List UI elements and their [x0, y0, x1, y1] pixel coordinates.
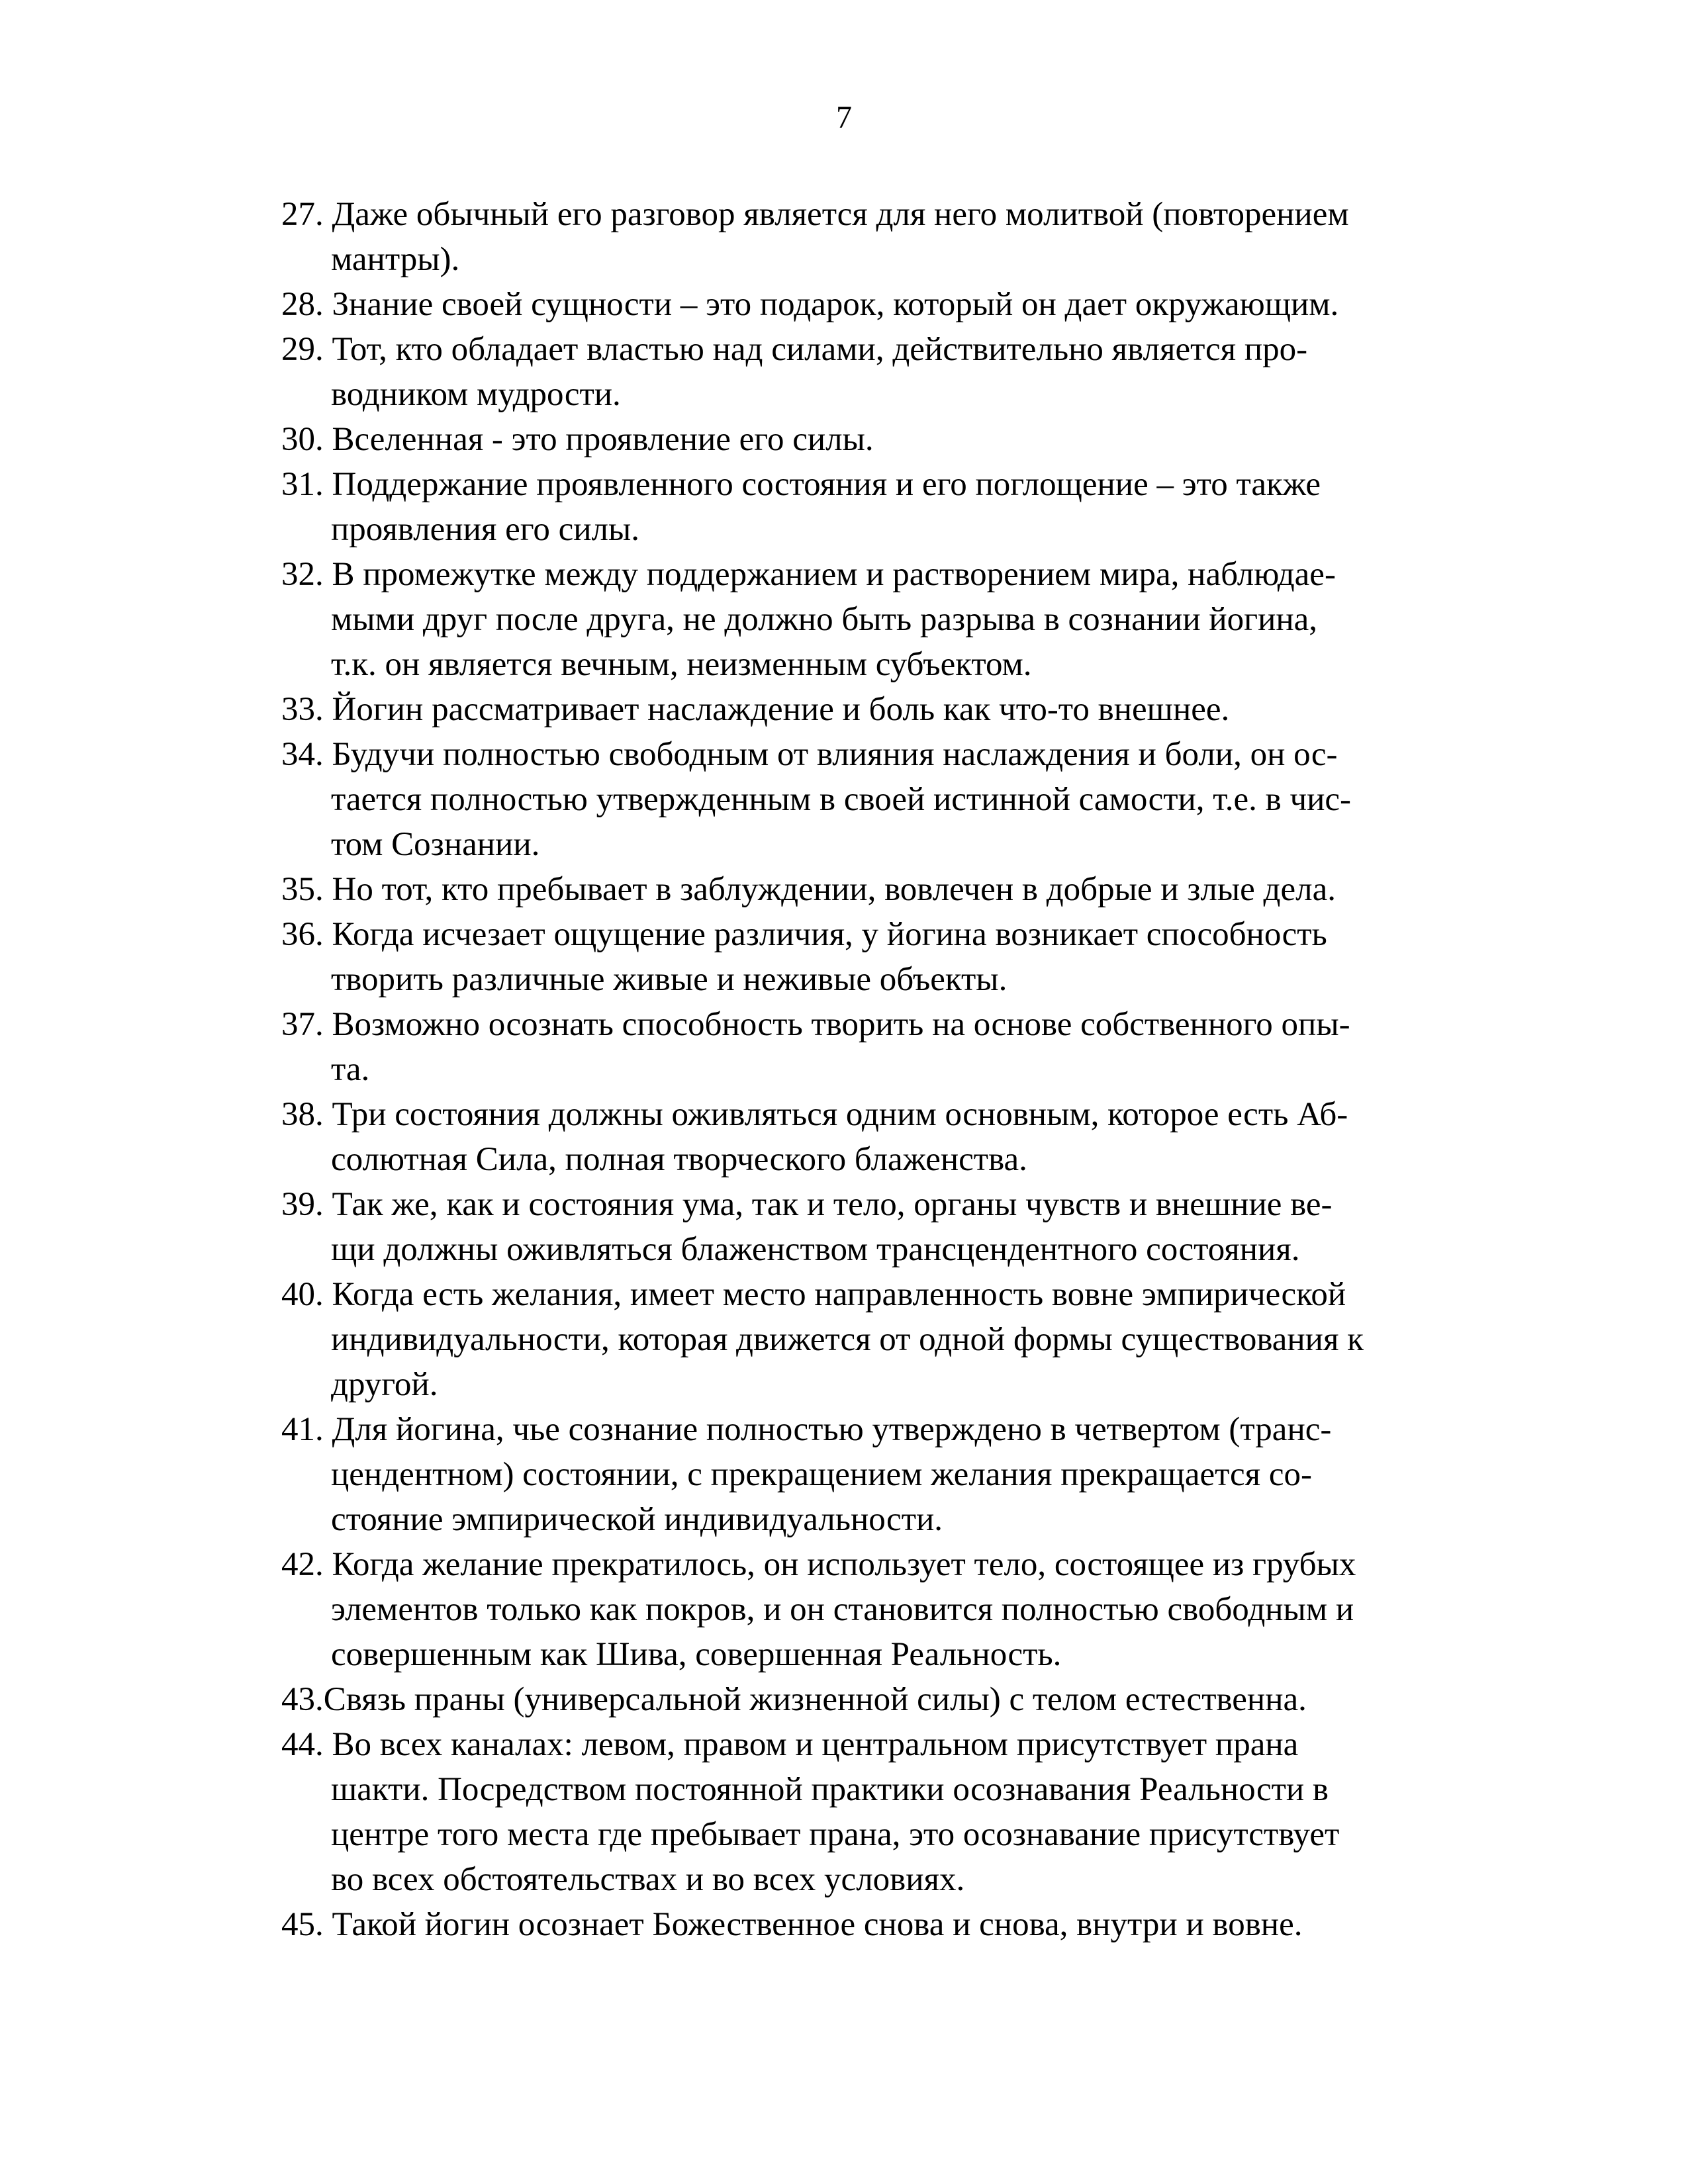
aphorism-40-cont: другой.: [331, 1366, 438, 1403]
aphorism-42: 42. Когда желание прекратилось, он использует тело, состоящее из грубых: [281, 1546, 1356, 1583]
aphorism-44-cont: центре того места где пребывает прана, это осознавание присутствует: [331, 1816, 1340, 1853]
aphorism-41-cont: цендентном) состоянии, с прекращением желания прекращается со-: [331, 1456, 1312, 1493]
aphorism-41: 41. Для йогина, чье сознание полностью утверждено в четвертом (транс-: [281, 1411, 1332, 1448]
aphorism-44-cont: во всех обстоятельствах и во всех условиях.: [331, 1861, 965, 1898]
aphorism-35: 35. Но тот, кто пребывает в заблуждении, вовлечен в добрые и злые дела.: [281, 871, 1336, 908]
aphorism-39-cont: щи должны оживляться блаженством трансцендентного состояния.: [331, 1231, 1300, 1268]
aphorism-29-cont: водником мудрости.: [331, 376, 621, 413]
aphorism-31-cont: проявления его силы.: [331, 511, 639, 548]
aphorism-43: 43.Связь праны (универсальной жизненной силы) с телом естественна.: [281, 1681, 1307, 1718]
aphorism-32-cont: т.к. он является вечным, неизменным субъектом.: [331, 646, 1032, 683]
page-number: 7: [836, 100, 852, 135]
aphorism-40-cont: индивидуальности, которая движется от одной формы существования к: [331, 1321, 1364, 1358]
aphorism-41-cont: стояние эмпирической индивидуальности.: [331, 1501, 943, 1538]
aphorism-44-cont: шакти. Посредством постоянной практики осознавания Реальности в: [331, 1771, 1329, 1808]
aphorism-34-cont: том Сознании.: [331, 826, 540, 863]
aphorism-34: 34. Будучи полностью свободным от влияния наслаждения и боли, он ос-: [281, 736, 1338, 773]
aphorism-32-cont: мыми друг после друга, не должно быть разрыва в сознании йогина,: [331, 601, 1318, 638]
aphorism-27: 27. Даже обычный его разговор является для него молитвой (повторением: [281, 196, 1349, 233]
aphorism-28: 28. Знание своей сущности – это подарок, который он дает окружающим.: [281, 286, 1339, 323]
aphorism-39: 39. Так же, как и состояния ума, так и тело, органы чувств и внешние ве-: [281, 1186, 1333, 1223]
aphorism-38-cont: солютная Сила, полная творческого блаженства.: [331, 1141, 1027, 1178]
aphorism-36-cont: творить различные живые и неживые объекты.: [331, 961, 1008, 998]
aphorism-33: 33. Йогин рассматривает наслаждение и боль как что-то внешнее.: [281, 691, 1230, 728]
aphorism-30: 30. Вселенная - это проявление его силы.: [281, 421, 874, 458]
aphorism-45: 45. Такой йогин осознает Божественное снова и снова, внутри и вовне.: [281, 1906, 1303, 1943]
aphorism-42-cont: совершенным как Шива, совершенная Реальность.: [331, 1636, 1062, 1673]
aphorism-40: 40. Когда есть желания, имеет место направленность вовне эмпирической: [281, 1276, 1346, 1313]
aphorism-34-cont: тается полностью утвержденным в своей истинной самости, т.е. в чис-: [331, 781, 1352, 818]
aphorism-29: 29. Тот, кто обладает властью над силами, действительно является про-: [281, 331, 1308, 368]
aphorism-42-cont: элементов только как покров, и он становится полностью свободным и: [331, 1591, 1354, 1628]
aphorism-31: 31. Поддержание проявленного состояния и его поглощение – это также: [281, 466, 1321, 503]
aphorism-36: 36. Когда исчезает ощущение различия, у йогина возникает способность: [281, 916, 1327, 953]
aphorism-38: 38. Три состояния должны оживляться одним основным, которое есть Аб-: [281, 1096, 1348, 1133]
aphorism-44: 44. Во всех каналах: левом, правом и центральном присутствует прана: [281, 1726, 1299, 1763]
aphorism-37: 37. Возможно осознать способность творить на основе собственного опы-: [281, 1006, 1350, 1043]
aphorism-list: [281, 192, 1519, 1947]
aphorism-27-cont: мантры).: [331, 241, 460, 278]
aphorism-37-cont: та.: [331, 1051, 370, 1088]
aphorism-32: 32. В промежутке между поддержанием и растворением мира, наблюдае-: [281, 556, 1336, 593]
